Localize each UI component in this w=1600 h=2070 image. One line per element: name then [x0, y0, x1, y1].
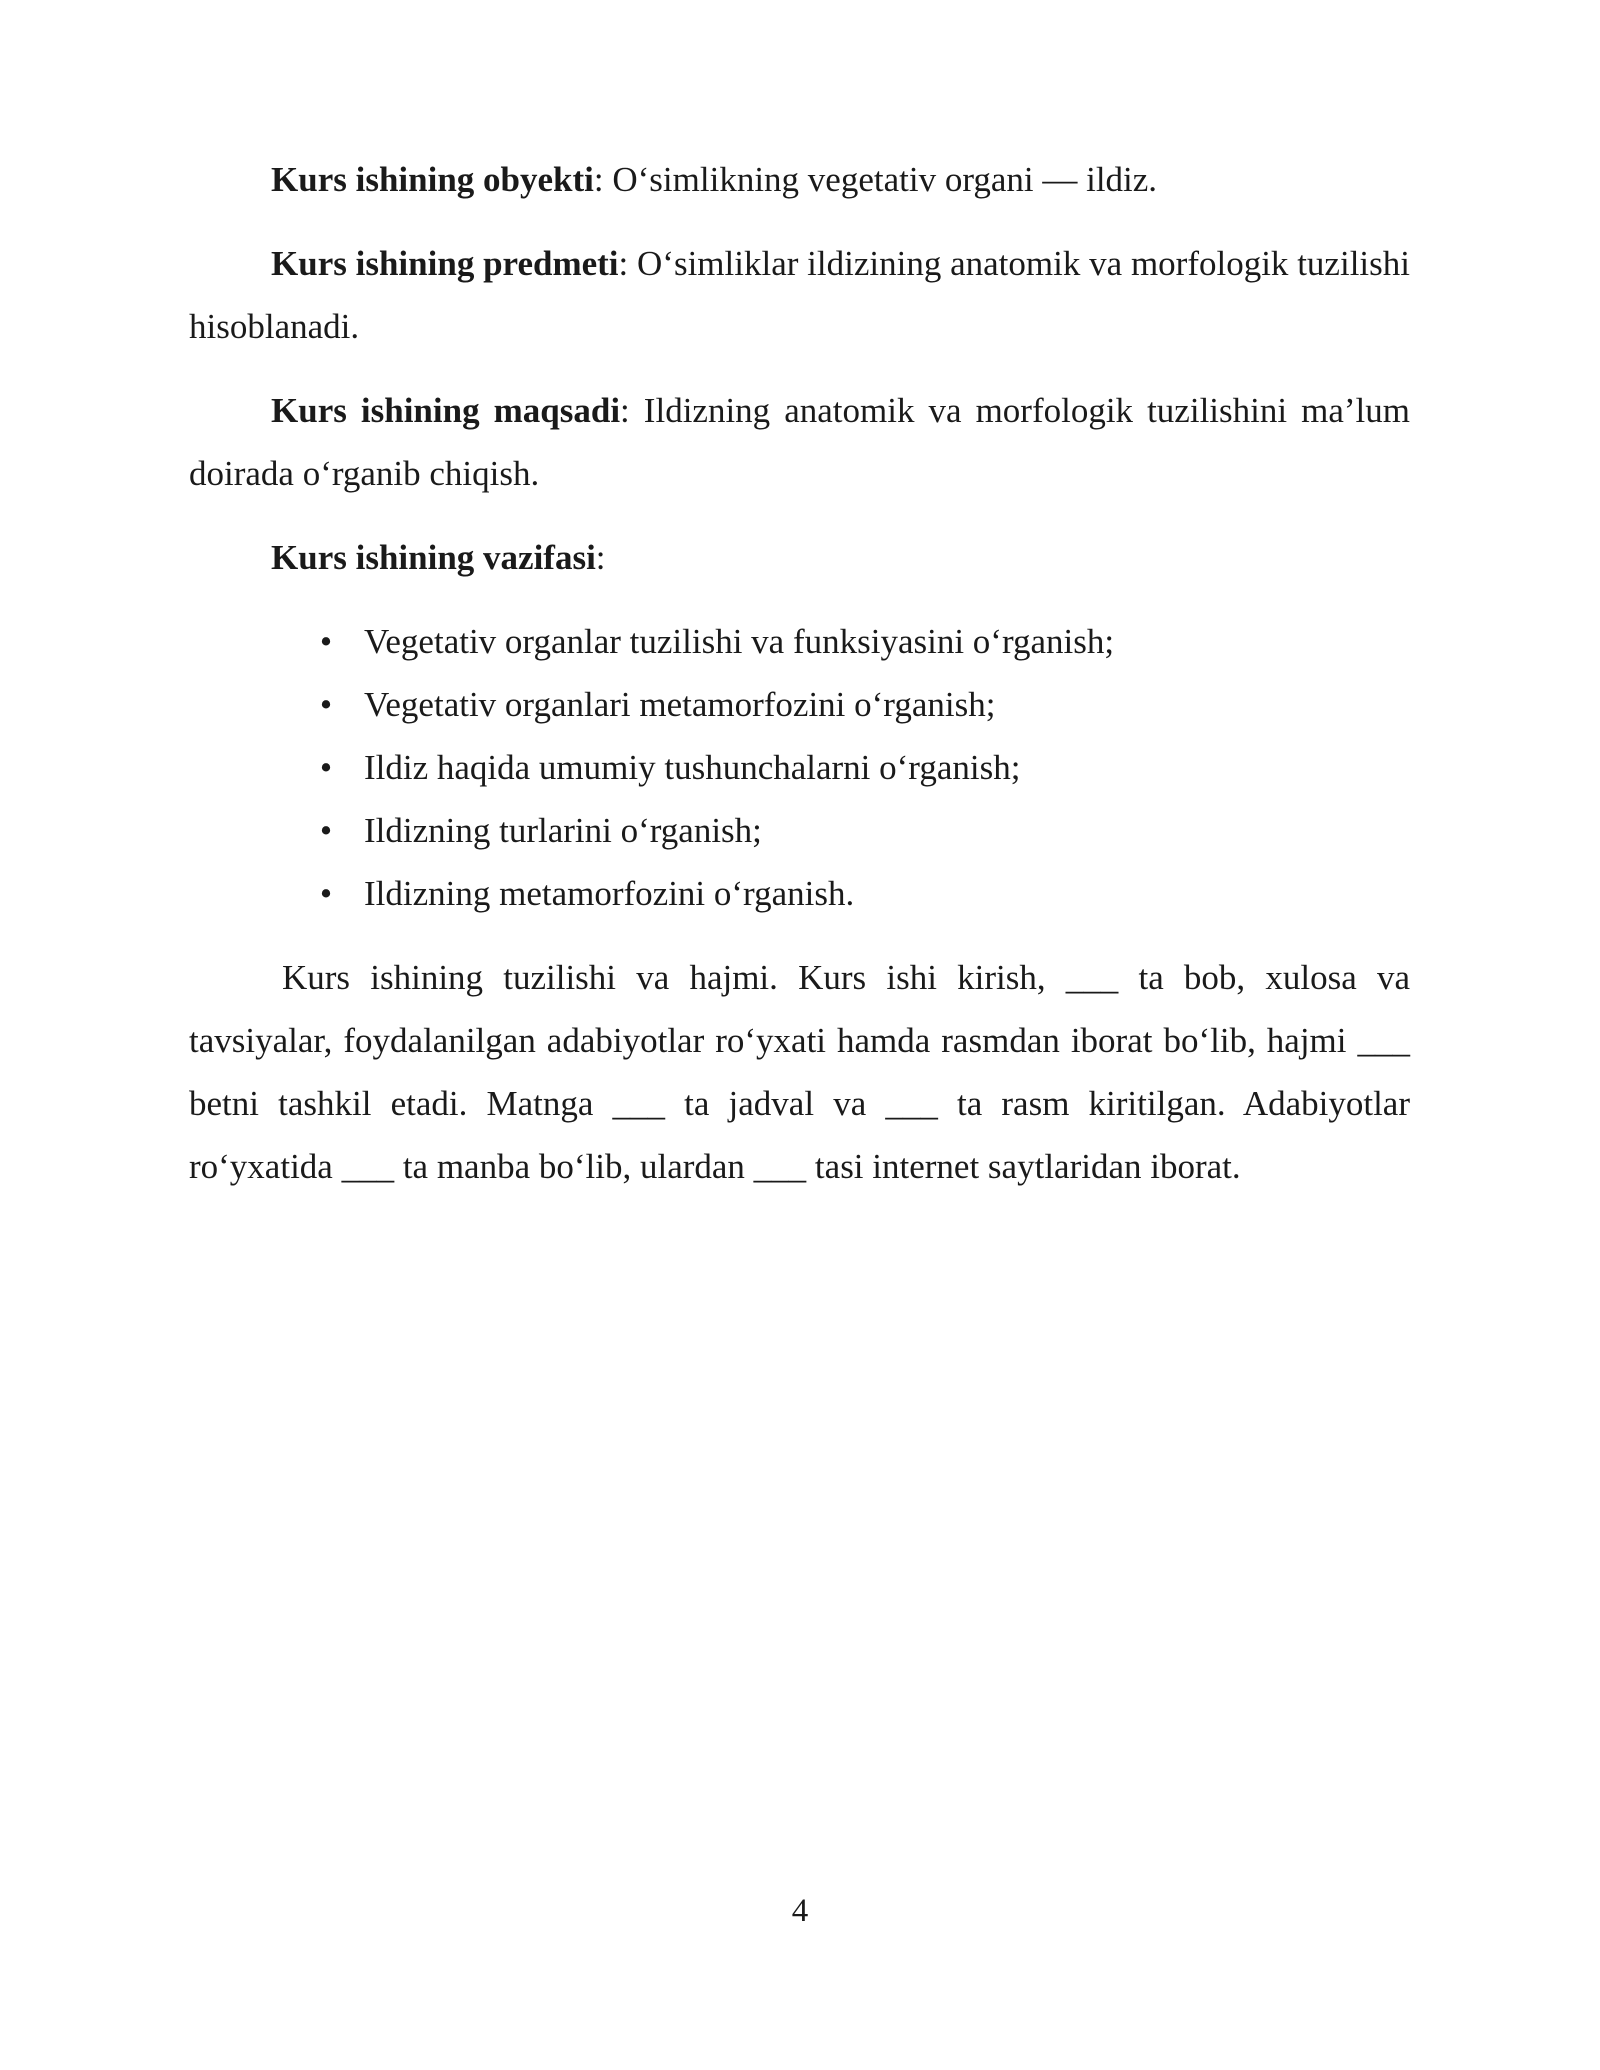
- list-item: [189, 673, 1410, 736]
- paragraph-goal: [189, 379, 1410, 505]
- page-content: [189, 148, 1410, 1219]
- task-list: [189, 610, 1410, 925]
- bullet-icon: •: [319, 748, 333, 787]
- goal-text: : Ildizning anatomik va morfologik tuzilishini ma’lum doirada o‘rganib chiqish.: [189, 391, 1410, 493]
- list-item-text: Ildizning turlarini o‘rganish;: [364, 811, 762, 850]
- bullet-icon: •: [319, 874, 333, 913]
- paragraph-object: [189, 148, 1410, 211]
- list-item: [189, 610, 1410, 673]
- object-label: Kurs ishining obyekti: [271, 160, 594, 199]
- list-item: [189, 799, 1410, 862]
- list-item: [189, 736, 1410, 799]
- tasks-label: Kurs ishining vazifasi: [271, 538, 596, 577]
- list-item-text: Ildizning metamorfozini o‘rganish.: [364, 874, 855, 913]
- paragraph-tasks-heading: [189, 526, 1410, 589]
- goal-label: Kurs ishining maqsadi: [271, 391, 621, 430]
- list-item-text: Vegetativ organlari metamorfozini o‘rganish;: [364, 685, 996, 724]
- list-item-text: Vegetativ organlar tuzilishi va funksiyasini o‘rganish;: [364, 622, 1115, 661]
- bullet-icon: •: [319, 685, 333, 724]
- page-number: 4: [791, 1893, 809, 1929]
- list-item-text: Ildiz haqida umumiy tushunchalarni o‘rganish;: [364, 748, 1021, 787]
- bullet-icon: •: [319, 811, 333, 850]
- paragraph-subject: [189, 232, 1410, 358]
- bullet-icon: •: [319, 622, 333, 661]
- tasks-colon: :: [595, 538, 606, 577]
- paragraph-structure: Kurs ishining tuzilishi va hajmi. Kurs ishi kirish, ___ ta bob, xulosa va tavsiyalar, foydalanilgan adabiyotlar ro‘yxati hamda rasmdan iborat bo‘lib, hajmi ___ betni tashkil etadi. Matnga ___ ta jadval va ___ ta rasm kiritilgan. Adabiyotlar ro‘yxatida ___ ta manba bo‘lib, ulardan ___ tasi internet saytlaridan iborat.: [189, 958, 1410, 1186]
- list-item: [189, 862, 1410, 925]
- subject-text: : O‘simliklar ildizining anatomik va morfologik tuzilishi hisoblanadi.: [189, 244, 1410, 346]
- subject-label: Kurs ishining predmeti: [271, 244, 619, 283]
- object-text: : O‘simlikning vegetativ organi — ildiz.: [593, 160, 1158, 199]
